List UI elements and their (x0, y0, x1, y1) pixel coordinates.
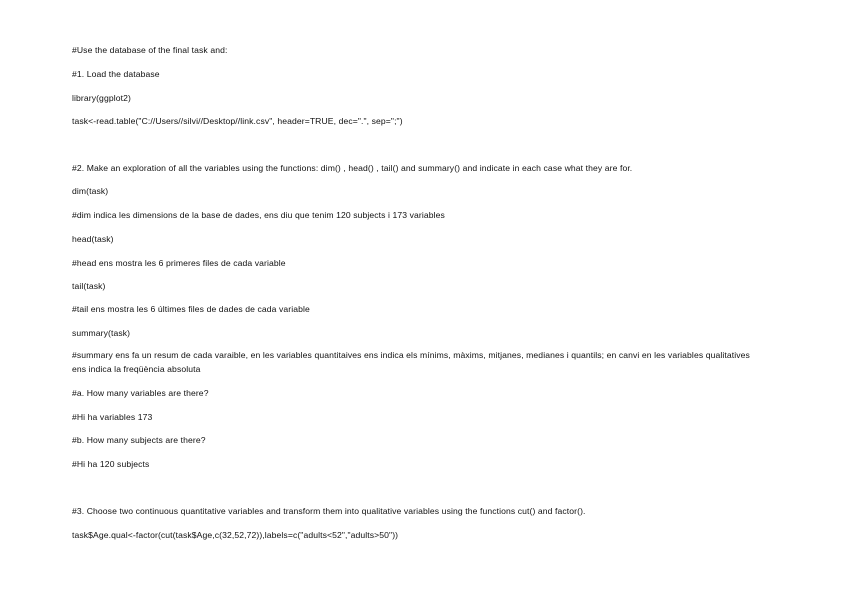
text-line: library(ggplot2) (72, 93, 131, 103)
text-line: #a. How many variables are there? (72, 388, 209, 398)
text-line: #dim indica les dimensions de la base de dades, ens diu que tenim 120 subjects i 173 variables (72, 210, 445, 220)
text-line: summary(task) (72, 328, 131, 338)
text-paragraph: #summary ens fa un resum de cada varaible, en les variables quantitaives ens indica els mínims, màxims, mitjanes, medianes i quantils; en canvi en les variables qualitatives ens indica la freqüència absoluta (72, 350, 750, 374)
text-line: #tail ens mostra les 6 últimes files de dades de cada variable (72, 304, 310, 314)
text-line: tail(task) (72, 281, 106, 291)
text-line: dim(task) (72, 186, 109, 196)
text-line: #head ens mostra les 6 primeres files de cada variable (72, 258, 286, 268)
text-line: #Use the database of the final task and: (72, 45, 228, 55)
text-line: task$Age.qual<-factor(cut(task$Age,c(32,52,72)),labels=c("adults<52","adults>50")) (72, 530, 399, 540)
text-line: #1. Load the database (72, 69, 160, 79)
text-line: #b. How many subjects are there? (72, 435, 206, 445)
text-line: #2. Make an exploration of all the variables using the functions: dim() , head() , tail() and summary() and indicate in each case what they are for. (72, 163, 633, 173)
text-line: #Hi ha variables 173 (72, 412, 153, 422)
text-line: head(task) (72, 234, 114, 244)
text-line: task<-read.table("C://Users//silvi//Desktop//link.csv", header=TRUE, dec=".", sep=";") (72, 116, 403, 126)
text-line: #3. Choose two continuous quantitative variables and transform them into qualitative variables using the functions cut() and factor(). (72, 506, 586, 516)
text-line: #Hi ha 120 subjects (72, 459, 150, 469)
